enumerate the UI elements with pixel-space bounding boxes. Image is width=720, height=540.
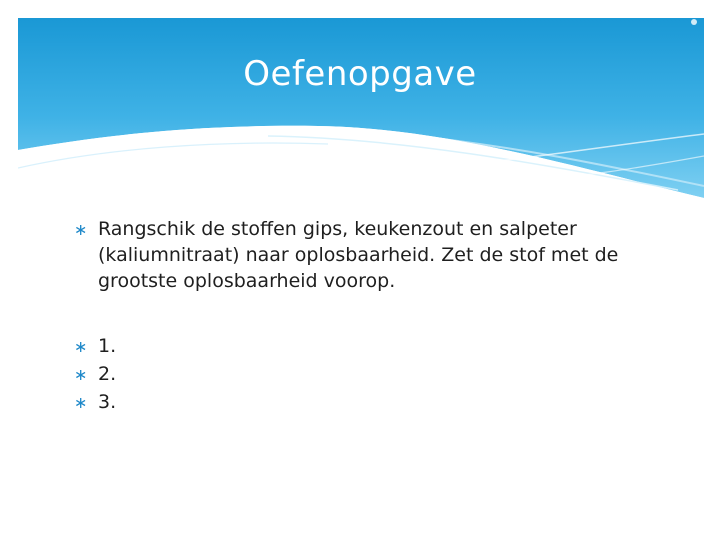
- bullet-asterisk-icon: ∗: [74, 365, 88, 384]
- bullet-asterisk-icon: ∗: [74, 393, 88, 412]
- list-item: [74, 332, 644, 360]
- list-item-text: 1.: [98, 335, 117, 357]
- main-bullet-text: Rangschik de stoffen gips, keukenzout en salpeter (kaliumnitraat) naar oplosbaarheid. Zet de stof met de grootste oplosbaarheid voorop.: [98, 218, 619, 292]
- main-bullet: [74, 216, 644, 294]
- bullet-asterisk-icon: ∗: [74, 220, 88, 239]
- list-item: [74, 360, 644, 388]
- slide-title: Oefenopgave: [243, 54, 477, 94]
- content-area: [74, 216, 644, 416]
- header-band: [18, 18, 704, 198]
- bullet-asterisk-icon: ∗: [74, 337, 88, 356]
- list-item-text: 2.: [98, 363, 117, 385]
- list-item-text: 3.: [98, 391, 117, 413]
- numbered-list: [74, 332, 644, 416]
- list-item: [74, 388, 644, 416]
